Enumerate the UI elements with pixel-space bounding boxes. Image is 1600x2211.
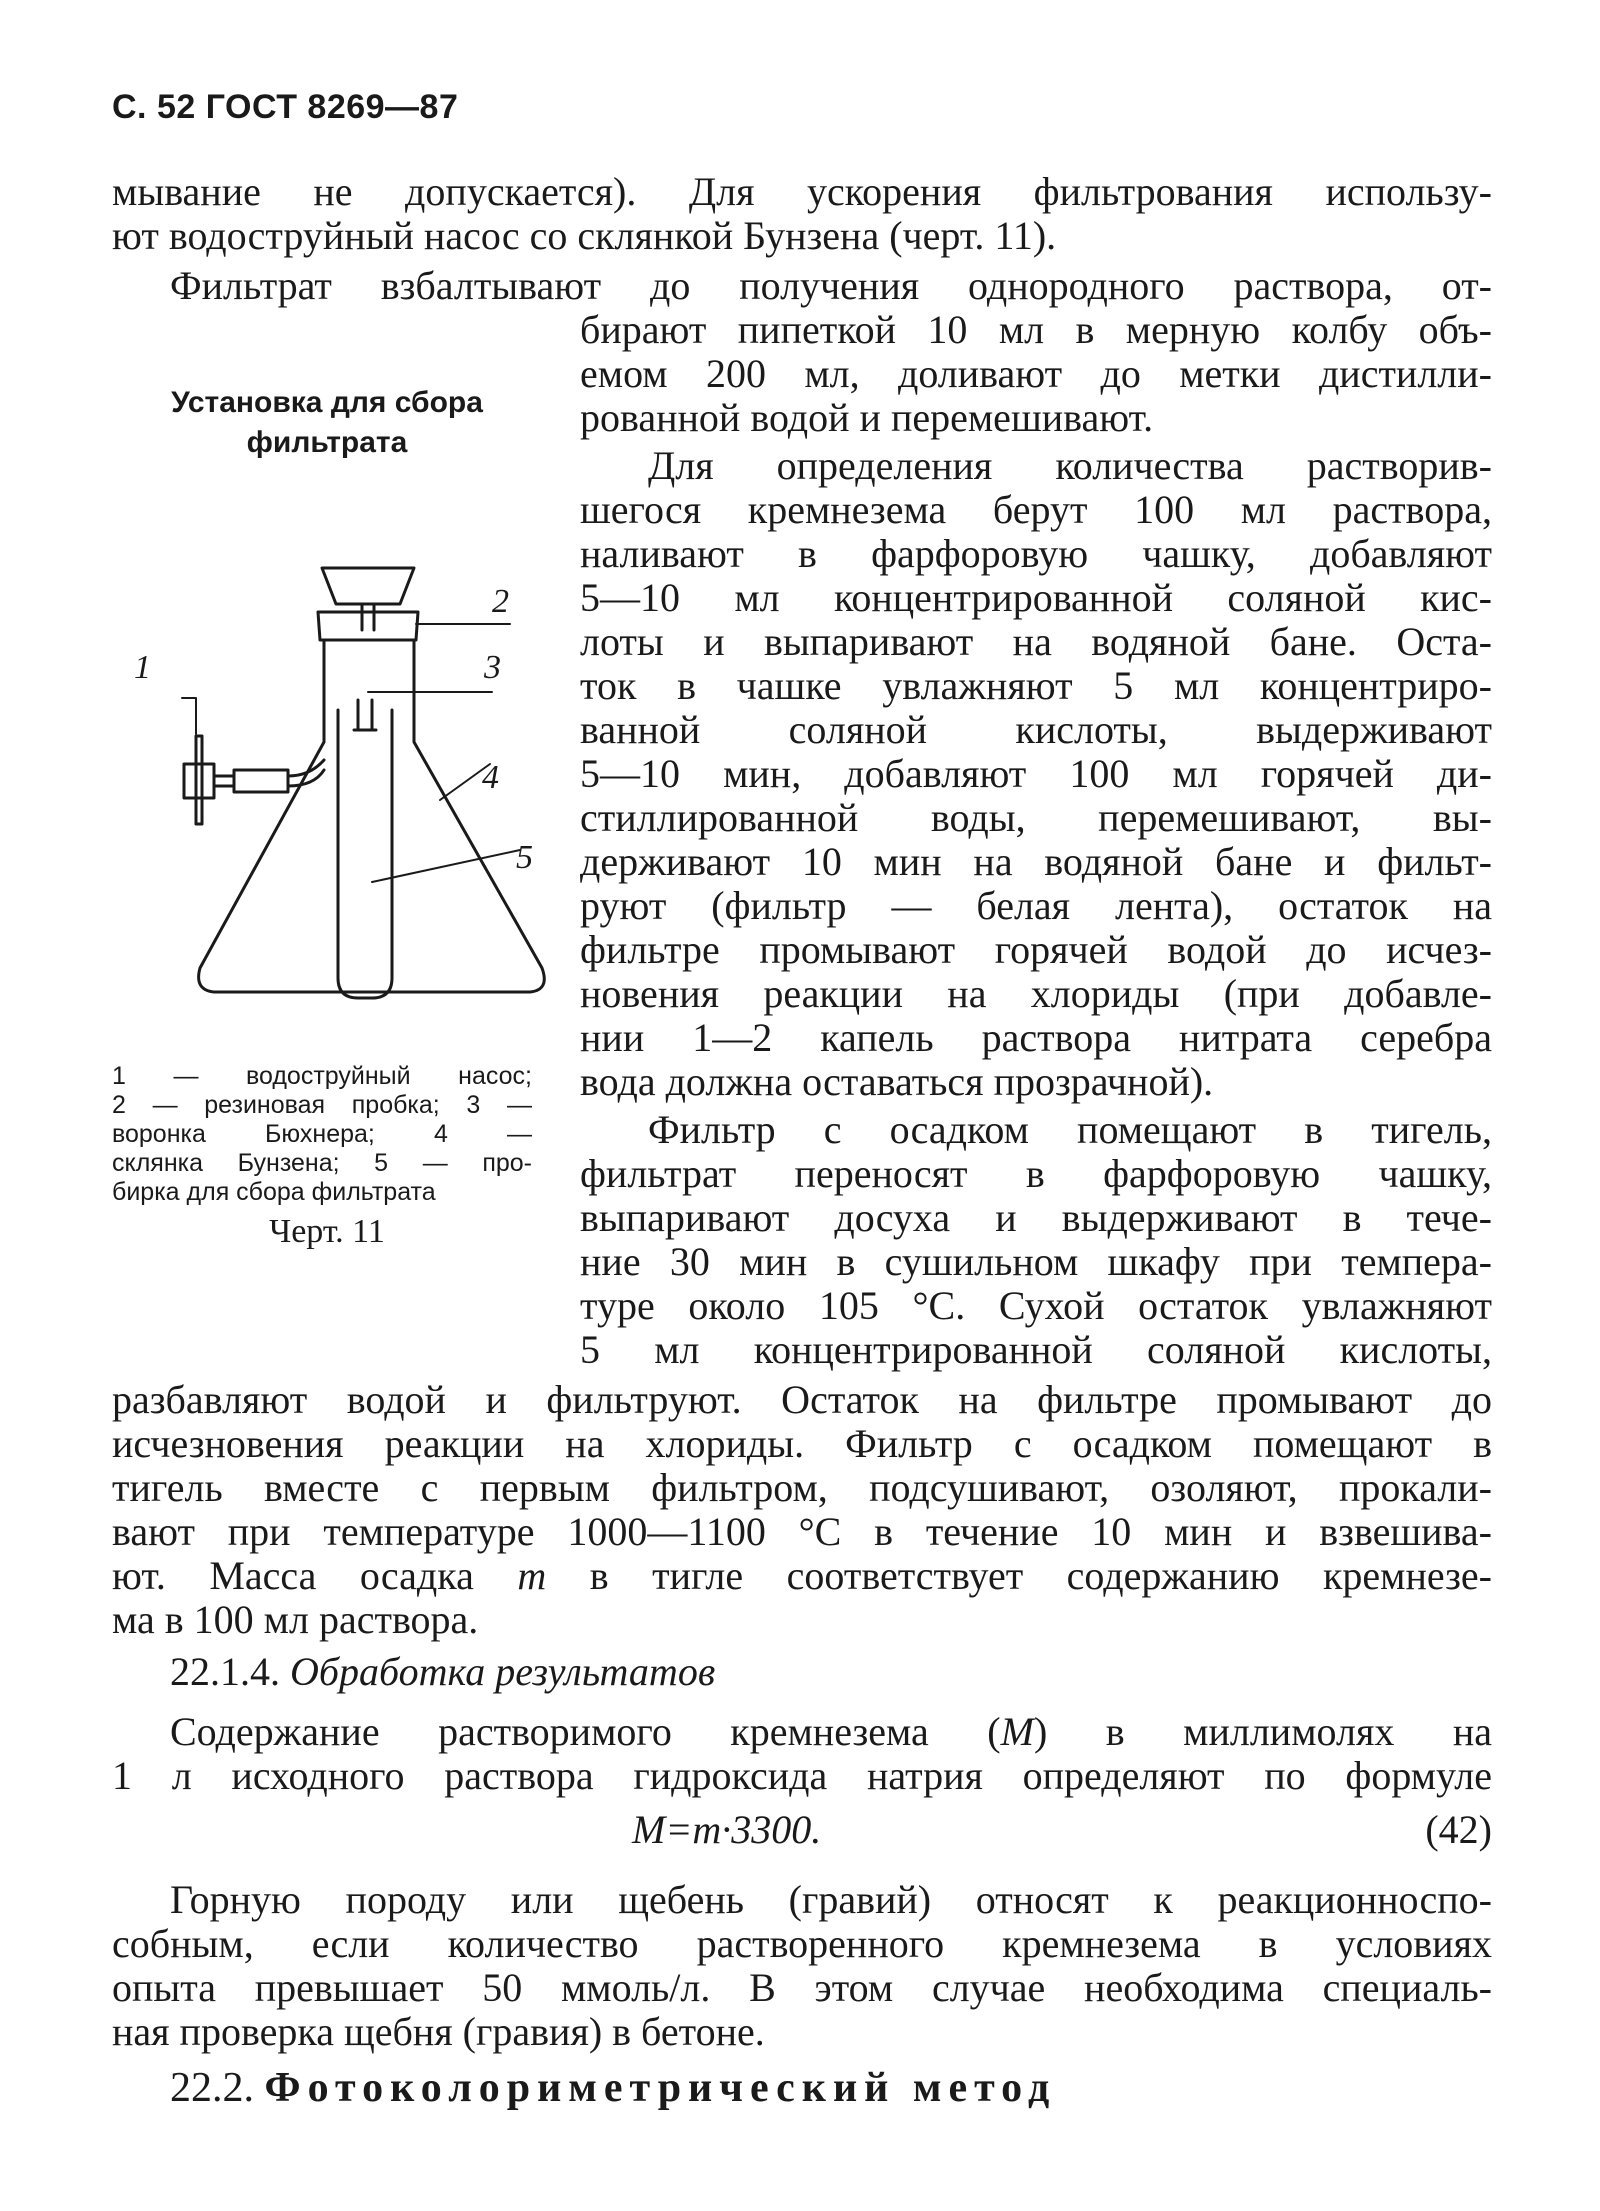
body-line-mass: ют. Масса осадка m в тигле соответствует содержанию кремнезе- [112, 1553, 1493, 1598]
body-line: ма в 100 мл раствора. [112, 1597, 479, 1642]
rubber-stopper-shape [318, 612, 418, 640]
figure-title: Установка для сбора фильтрата [171, 386, 483, 459]
column-line: новения реакции на хлориды (при добавле- [580, 971, 1492, 1016]
water-pump-shape [196, 736, 202, 824]
column-line: нии 1—2 капель раствора нитрата серебра [580, 1015, 1492, 1060]
column-line: выпаривают досуха и выдерживают в тече- [580, 1195, 1492, 1240]
column-line: руют (фильтр — белая лента), остаток на [580, 883, 1492, 928]
final-line: собным, если количество растворенного кремнезема в условиях [112, 1921, 1492, 1966]
column-line: держивают 10 мин на водяной бане и фильт- [580, 839, 1492, 884]
figure-label-4: 4 [482, 759, 499, 796]
column-line: вода должна оставаться прозрачной). [580, 1059, 1214, 1104]
figure-caption: Черт. 11 [269, 1213, 385, 1250]
subsection-heading: 22.1.4. Обработка результатов [170, 1649, 716, 1694]
content-line-1: Содержание растворимого кремнезема (M) в миллимолях на [170, 1709, 1492, 1754]
column-line: бирают пипеткой 10 мл в мерную колбу объ- [580, 307, 1492, 352]
body-line: вают при температуре 1000—1100 °С в течение 10 мин и взвешива- [112, 1509, 1492, 1554]
filtrate-paragraph-first-line: Фильтрат взбалтывают до получения однородного раствора, от- [170, 263, 1492, 308]
column-line: ток в чашке увлажняют 5 мл концентриро- [580, 663, 1492, 708]
body-line: тигель вместе с первым фильтром, подсушивают, озоляют, прокали- [112, 1465, 1492, 1510]
figure-legend-line: склянка Бунзена; 5 — про- [112, 1149, 532, 1177]
column-line: туре около 105 °С. Сухой остаток увлажняют [580, 1283, 1492, 1328]
final-line: ная проверка щебня (гравия) в бетоне. [112, 2009, 765, 2054]
column-line: емом 200 мл, доливают до метки дистилли- [580, 351, 1492, 396]
column-line: фильтре промывают горячей водой до исчез- [580, 927, 1492, 972]
figure-legend-line: бирка для сбора фильтрата [112, 1178, 436, 1206]
column-line: Фильтр с осадком помещают в тигель, [648, 1107, 1492, 1152]
column-line: ние 30 мин в сушильном шкафу при темпера- [580, 1239, 1492, 1284]
column-line: фильтрат переносят в фарфоровую чашку, [580, 1151, 1492, 1196]
mass-variable: m [517, 1553, 547, 1598]
column-line: ванной соляной кислоты, выдерживают [580, 707, 1492, 752]
column-line: 5—10 мл концентрированной соляной кис- [580, 575, 1492, 620]
figure-legend-line: 2 — резиновая пробка; 3 — [112, 1091, 532, 1119]
intro-line-2: ют водоструйный насос со склянкой Бунзена (черт. 11). [112, 213, 1057, 258]
buchner-funnel-shape [322, 568, 414, 604]
final-line: опыта превышает 50 ммоль/л. В этом случае необходима специаль- [112, 1965, 1492, 2010]
body-line: разбавляют водой и фильтруют. Остаток на фильтре промывают до [112, 1377, 1492, 1422]
column-line: наливают в фарфоровую чашку, добавляют [580, 531, 1492, 576]
column-line: рованной водой и перемешивают. [580, 395, 1154, 440]
hose-shape [234, 770, 288, 792]
final-line: Горную породу или щебень (гравий) относят к реакционноспо- [170, 1877, 1492, 1922]
column-line: шегося кремнезема берут 100 мл раствора, [580, 487, 1492, 532]
column-line: 5—10 мин, добавляют 100 мл горячей ди- [580, 751, 1492, 796]
column-line: Для определения количества растворив- [648, 443, 1492, 488]
figure-label-2: 2 [492, 583, 509, 620]
formula-expression: M=m·3300. [632, 1807, 822, 1852]
figure-legend-line: 1 — водоструйный насос; [112, 1062, 532, 1090]
page-header: С. 52 ГОСТ 8269—87 [112, 88, 459, 126]
column-line: стиллированной воды, перемешивают, вы- [580, 795, 1492, 840]
column-line: лоты и выпаривают на водяной бане. Оста- [580, 619, 1492, 664]
content-line-2: 1 л исходного раствора гидроксида натрия определяют по формуле [112, 1753, 1492, 1798]
figure-label-1: 1 [134, 649, 151, 686]
figure-label-3: 3 [484, 649, 501, 686]
test-tube-shape [338, 710, 392, 998]
figure-label-5: 5 [516, 839, 533, 876]
intro-line-1: мывание не допускается). Для ускорения фильтрования использу- [112, 169, 1492, 214]
formula-number: (42) [1425, 1807, 1492, 1852]
column-line: 5 мл концентрированной соляной кислоты, [580, 1327, 1492, 1372]
body-line: исчезновения реакции на хлориды. Фильтр с осадком помещают в [112, 1421, 1492, 1466]
figure-legend-line: воронка Бюхнера; 4 — [112, 1120, 532, 1148]
section-heading: 22.2. Фотоколориметрический метод [170, 2065, 1057, 2111]
